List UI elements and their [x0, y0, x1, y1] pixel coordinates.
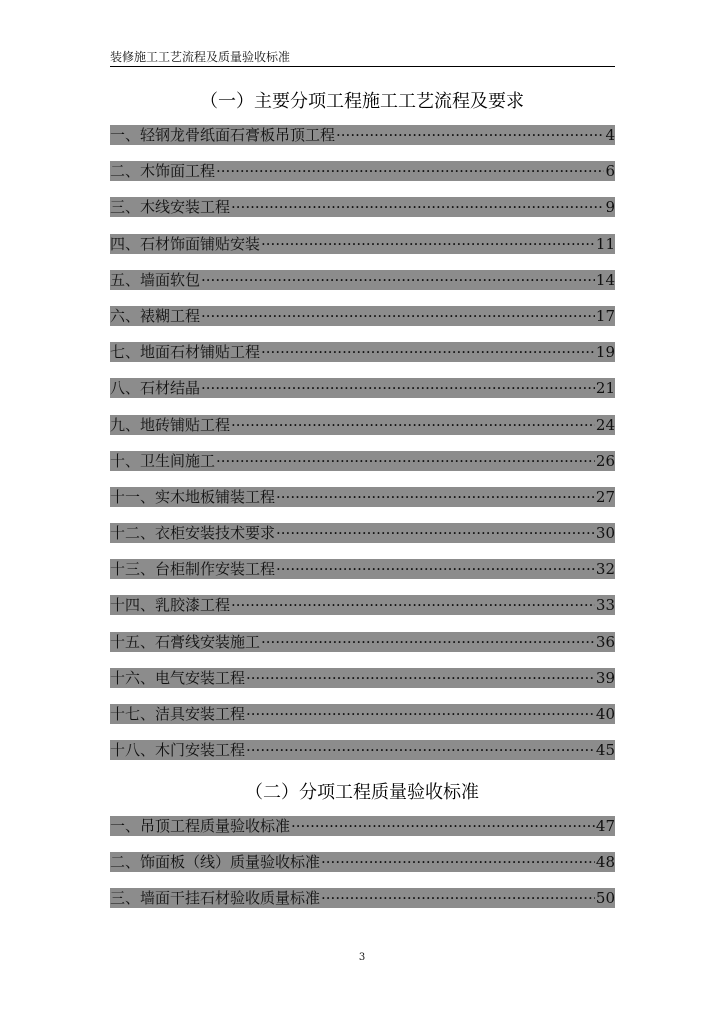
toc-dot-leader: [216, 161, 604, 181]
toc-entry-page: 17: [595, 306, 615, 325]
toc-entry[interactable]: [110, 632, 615, 652]
toc-entry[interactable]: [110, 668, 615, 688]
toc-entry[interactable]: [110, 487, 615, 507]
toc-dot-leader: [201, 306, 595, 326]
toc-entry[interactable]: [110, 125, 615, 145]
toc-list-2: [110, 816, 615, 925]
toc-dot-leader: [231, 197, 604, 217]
section-title-2: （二）分项工程质量验收标准: [245, 782, 479, 803]
toc-entry[interactable]: [110, 704, 615, 724]
toc-entry-page: 48: [595, 853, 615, 872]
toc-entry[interactable]: [110, 559, 615, 579]
toc-entry-label: 十二、衣柜安装技术要求: [110, 524, 276, 543]
toc-dot-leader: [276, 523, 595, 543]
toc-entry-label: 七、地面石材铺贴工程: [110, 343, 261, 362]
toc-entry-page: 47: [595, 817, 615, 835]
toc-dot-leader: [201, 270, 595, 290]
toc-entry-label: 十七、洁具安装工程: [110, 705, 246, 723]
toc-dot-leader: [321, 888, 595, 908]
toc-dot-leader: [216, 451, 595, 471]
toc-entry[interactable]: [110, 378, 615, 398]
toc-entry[interactable]: [110, 306, 615, 326]
toc-dot-leader: [276, 559, 595, 579]
toc-dot-leader: [201, 378, 595, 398]
toc-dot-leader: [246, 704, 595, 724]
toc-entry-label: 二、饰面板（线）质量验收标准: [110, 853, 321, 872]
toc-dot-leader: [276, 487, 595, 507]
toc-entry-label: 四、石材饰面铺贴安装: [110, 234, 261, 253]
toc-entry-page: 4: [605, 126, 615, 144]
toc-entry-label: 六、裱糊工程: [110, 306, 201, 325]
toc-dot-leader: [336, 125, 604, 145]
toc-dot-leader: [231, 595, 595, 615]
toc-entry[interactable]: [110, 415, 615, 435]
toc-entry-label: 十一、实木地板铺装工程: [110, 487, 276, 506]
toc-entry-page: 50: [595, 889, 615, 908]
toc-entry-page: 30: [595, 524, 615, 543]
running-header: 装修施工工艺流程及质量验收标准: [110, 50, 615, 67]
toc-entry-page: 21: [595, 379, 615, 398]
toc-entry-page: 19: [595, 343, 615, 362]
toc-list-1: [110, 125, 615, 776]
toc-entry[interactable]: [110, 342, 615, 362]
toc-entry-page: 40: [595, 705, 615, 723]
toc-entry[interactable]: [110, 161, 615, 181]
toc-entry[interactable]: [110, 234, 615, 254]
toc-dot-leader: [261, 632, 595, 652]
toc-entry[interactable]: [110, 270, 615, 290]
toc-dot-leader: [246, 668, 595, 688]
toc-entry-label: 三、墙面干挂石材验收质量标准: [110, 889, 321, 908]
toc-entry-label: 三、木线安装工程: [110, 198, 231, 217]
toc-entry[interactable]: [110, 523, 615, 543]
toc-entry-label: 一、吊顶工程质量验收标准: [110, 817, 291, 835]
toc-entry-label: 十八、木门安装工程: [110, 741, 246, 760]
toc-entry-page: 9: [605, 198, 615, 217]
toc-dot-leader: [246, 740, 595, 760]
toc-entry-page: 24: [595, 415, 615, 434]
toc-entry-label: 十三、台柜制作安装工程: [110, 560, 276, 579]
toc-dot-leader: [291, 816, 595, 836]
toc-entry[interactable]: [110, 740, 615, 760]
section-title-1: （一）主要分项工程施工工艺流程及要求: [200, 91, 524, 112]
toc-entry-page: 32: [595, 560, 615, 579]
toc-entry-label: 二、木饰面工程: [110, 162, 216, 181]
toc-entry-page: 39: [595, 668, 615, 687]
toc-entry[interactable]: [110, 852, 615, 872]
toc-entry-label: 五、墙面软包: [110, 270, 201, 289]
toc-entry-label: 九、地砖铺贴工程: [110, 415, 231, 434]
toc-entry[interactable]: [110, 816, 615, 836]
toc-dot-leader: [261, 342, 595, 362]
toc-entry-page: 26: [595, 451, 615, 470]
toc-entry-page: 27: [595, 487, 615, 506]
toc-entry-page: 33: [595, 596, 615, 615]
toc-entry-page: 11: [595, 234, 615, 253]
toc-entry-label: 十五、石膏线安装施工: [110, 632, 261, 651]
toc-entry[interactable]: [110, 595, 615, 615]
toc-dot-leader: [231, 415, 595, 435]
toc-entry-label: 一、轻钢龙骨纸面石膏板吊顶工程: [110, 126, 336, 144]
toc-dot-leader: [261, 234, 595, 254]
toc-entry-page: 45: [595, 741, 615, 760]
toc-entry-label: 十六、电气安装工程: [110, 668, 246, 687]
toc-entry-label: 十、卫生间施工: [110, 451, 216, 470]
toc-entry[interactable]: [110, 197, 615, 217]
toc-entry-page: 6: [605, 162, 615, 181]
toc-entry[interactable]: [110, 451, 615, 471]
toc-entry[interactable]: [110, 888, 615, 908]
toc-dot-leader: [321, 852, 595, 872]
toc-entry-page: 14: [595, 270, 615, 289]
page-number: 3: [358, 952, 366, 963]
toc-entry-label: 八、石材结晶: [110, 379, 201, 398]
toc-entry-page: 36: [595, 632, 615, 651]
toc-entry-label: 十四、乳胶漆工程: [110, 596, 231, 615]
